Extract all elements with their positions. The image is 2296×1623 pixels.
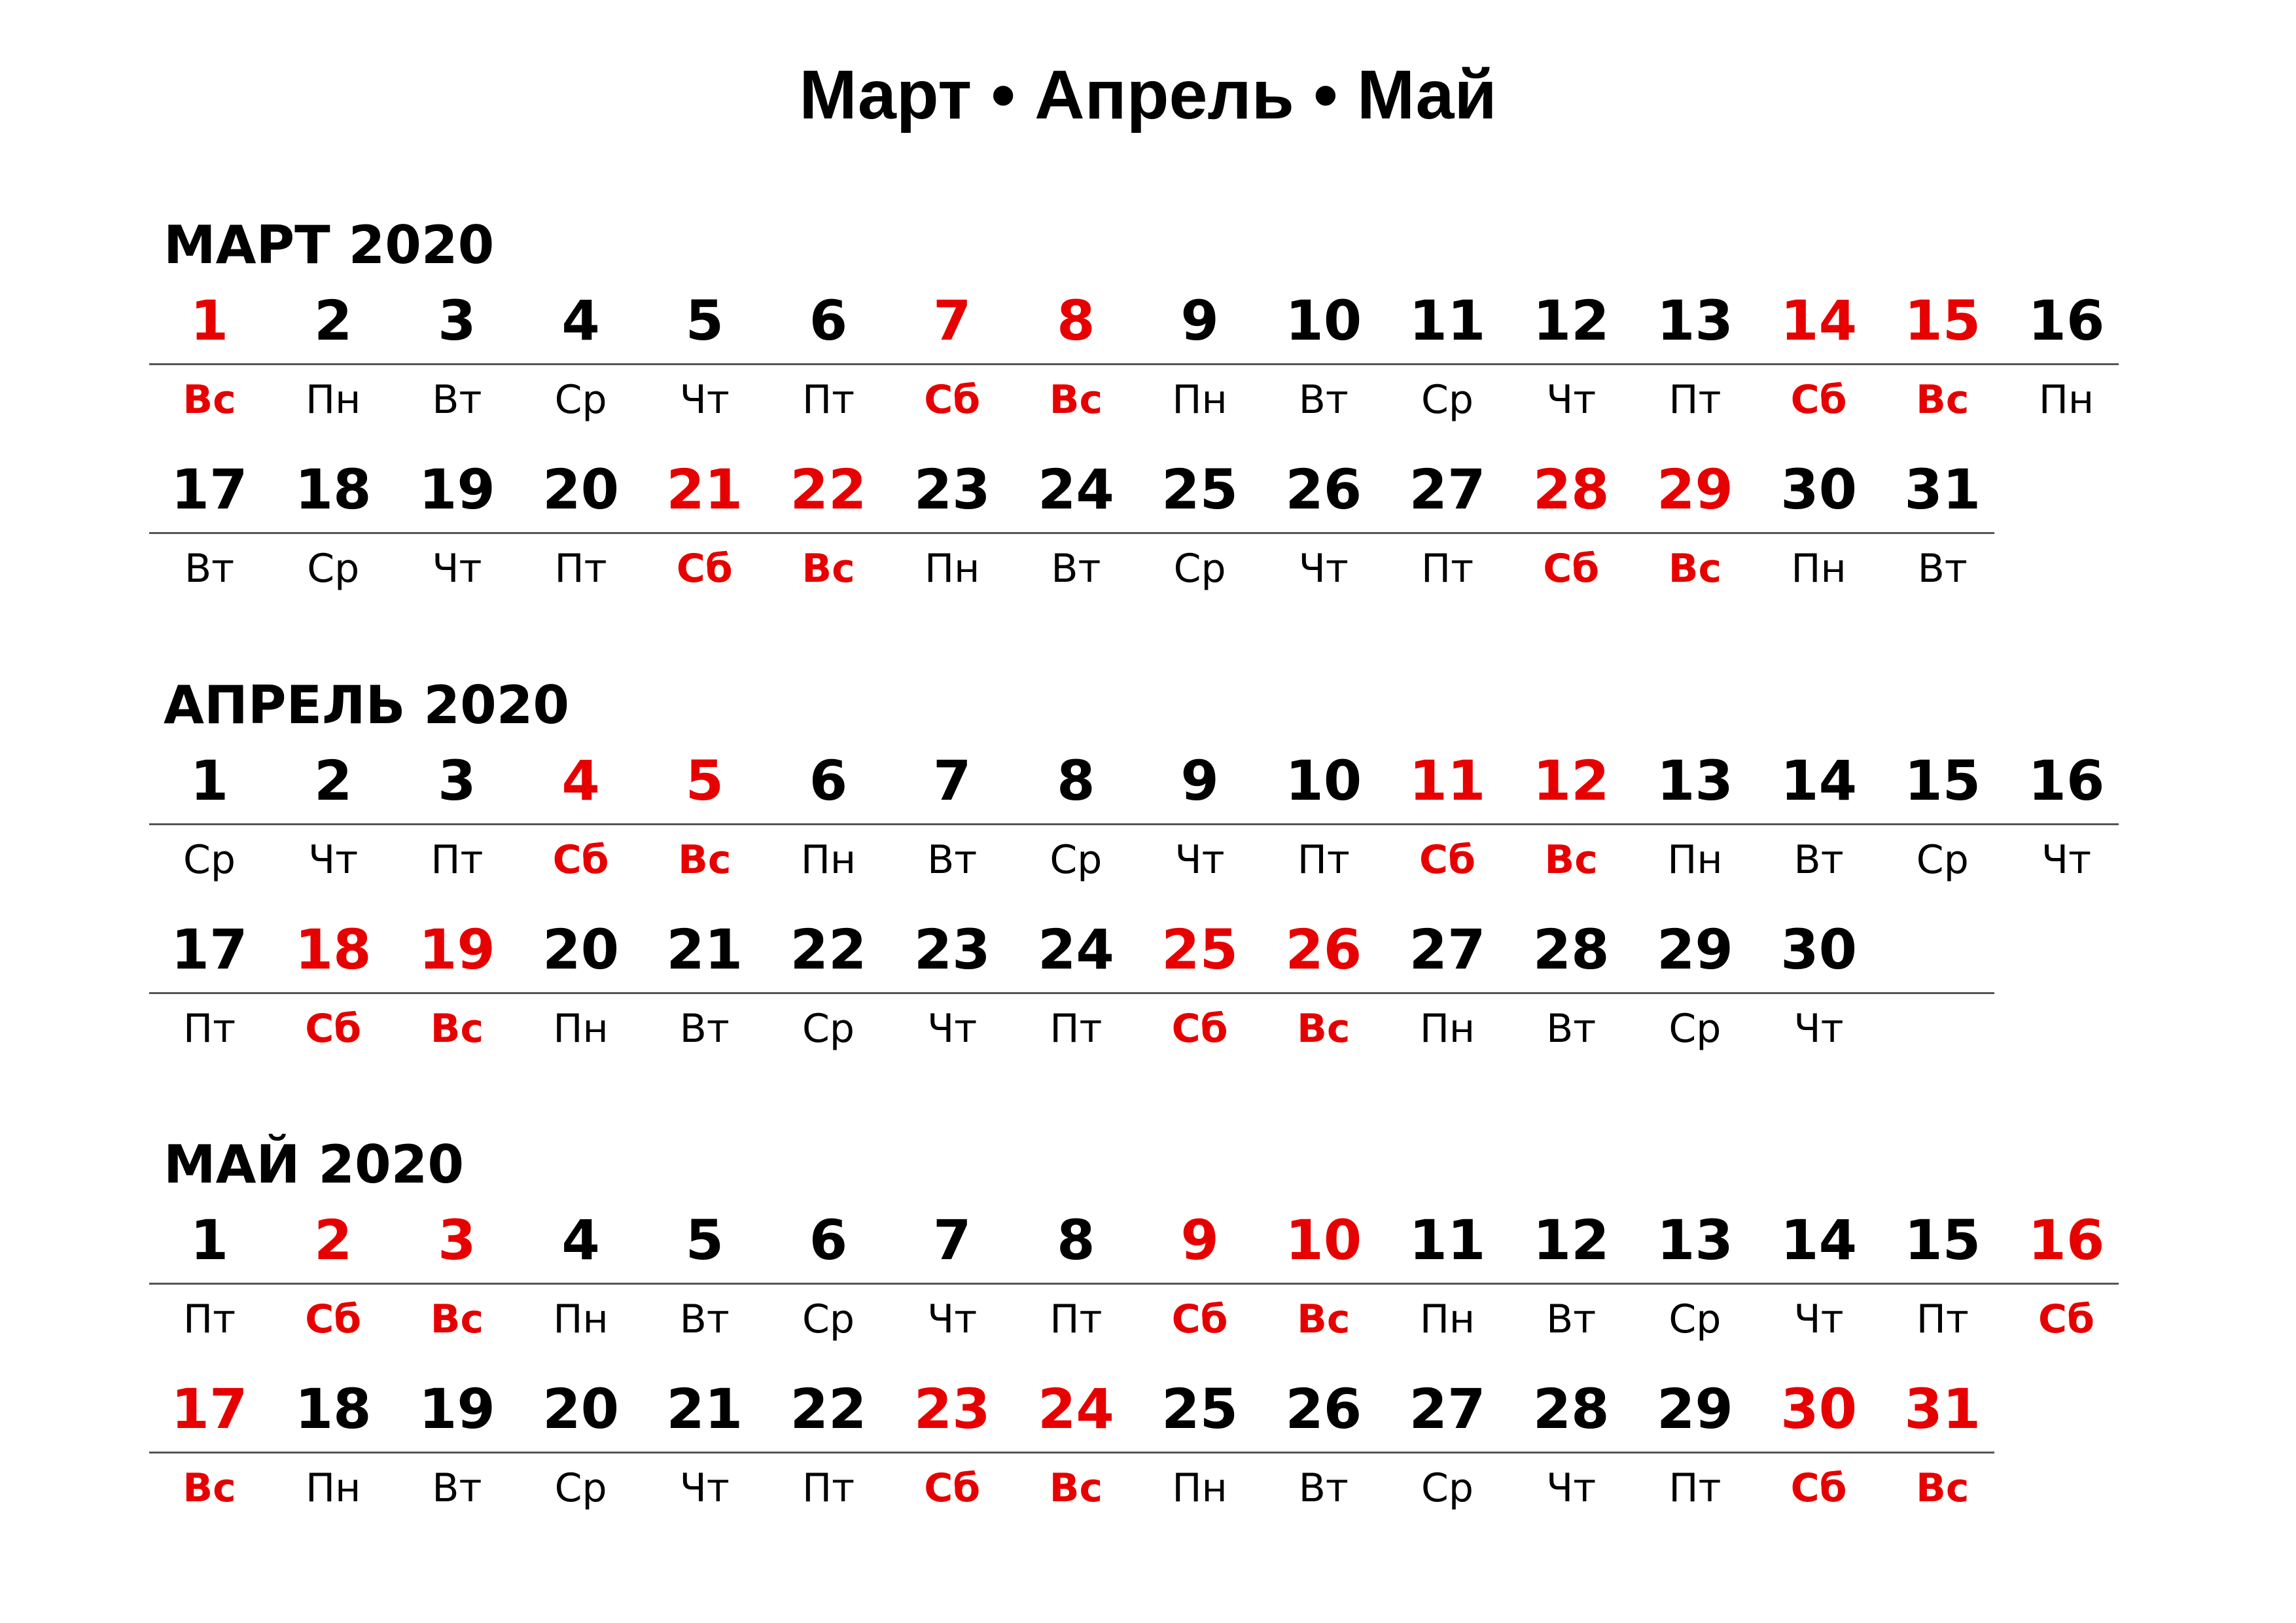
weekday-label: Пт xyxy=(183,1296,236,1342)
day-number: 28 xyxy=(1532,1377,1610,1441)
day-number: 3 xyxy=(438,1208,476,1272)
day-cell xyxy=(519,281,643,438)
day-cell xyxy=(1633,1370,1757,1527)
day-number: 23 xyxy=(913,918,991,982)
weekday-label: Чт xyxy=(1546,1465,1597,1511)
weekday-label: Пт xyxy=(1669,377,1722,423)
weekday-label: Пн xyxy=(1791,546,1846,592)
day-cell xyxy=(1881,1370,2005,1527)
day-cell xyxy=(1757,741,1881,899)
weekday-label: Вс xyxy=(1049,377,1103,423)
day-cell xyxy=(395,450,519,607)
day-cell xyxy=(1138,910,1262,1067)
day-cell xyxy=(1881,741,2005,899)
day-number: 7 xyxy=(932,289,972,353)
day-cell xyxy=(1509,450,1633,607)
day-number: 11 xyxy=(1409,289,1486,353)
day-number: 30 xyxy=(1780,918,1858,982)
weekday-label: Пн xyxy=(306,377,361,423)
day-cell xyxy=(766,910,891,1067)
day-cell xyxy=(147,741,272,899)
day-number: 5 xyxy=(685,1208,724,1272)
weekday-label: Вс xyxy=(430,1006,484,1052)
day-number: 21 xyxy=(666,457,743,522)
day-cell xyxy=(643,1370,767,1527)
day-cell xyxy=(1633,281,1757,438)
day-number: 22 xyxy=(790,1377,867,1441)
weekday-label: Пт xyxy=(1916,1296,1969,1342)
weekday-label: Вс xyxy=(1297,1006,1351,1052)
day-cell xyxy=(271,1201,395,1358)
day-number: 9 xyxy=(1180,1208,1219,1272)
day-number: 2 xyxy=(313,289,353,353)
day-number: 27 xyxy=(1409,918,1486,982)
day-number: 29 xyxy=(1656,1377,1733,1441)
weekday-label: Чт xyxy=(1546,377,1597,423)
day-number: 15 xyxy=(1904,289,1981,353)
weekday-label: Пн xyxy=(1419,1006,1475,1052)
day-cell xyxy=(890,1201,1014,1358)
weekday-label: Пт xyxy=(1421,546,1474,592)
day-cell xyxy=(2004,741,2128,899)
weekday-label: Ср xyxy=(1669,1296,1722,1342)
weekday-label: Ср xyxy=(1421,377,1474,423)
day-cell xyxy=(519,910,643,1067)
day-number: 18 xyxy=(294,457,372,522)
weekday-label: Сб xyxy=(1543,546,1600,592)
weekday-label: Пт xyxy=(1669,1465,1722,1511)
day-number: 10 xyxy=(1285,749,1362,813)
day-cell xyxy=(643,910,767,1067)
weekday-label: Чт xyxy=(432,546,482,592)
day-number: 7 xyxy=(932,1208,972,1272)
day-cell xyxy=(1633,1201,1757,1358)
month-april xyxy=(0,669,2296,1115)
day-cell xyxy=(643,741,767,899)
day-cell xyxy=(643,281,767,438)
day-number: 30 xyxy=(1780,457,1858,522)
day-number: 24 xyxy=(1037,1377,1114,1441)
day-cell xyxy=(1138,1201,1262,1358)
weekday-label: Пт xyxy=(183,1006,236,1052)
day-number: 28 xyxy=(1532,457,1610,522)
day-number: 31 xyxy=(1904,457,1981,522)
day-cell xyxy=(395,281,519,438)
day-cell xyxy=(1757,1370,1881,1527)
day-cell xyxy=(147,1201,272,1358)
weekday-label: Пн xyxy=(306,1465,361,1511)
day-number: 11 xyxy=(1409,1208,1486,1272)
day-cell xyxy=(1757,910,1881,1067)
day-cell xyxy=(395,741,519,899)
day-number: 27 xyxy=(1409,1377,1486,1441)
day-number: 6 xyxy=(809,749,848,813)
weekday-label: Пн xyxy=(1667,837,1723,883)
day-cell xyxy=(643,450,767,607)
weekday-label: Вс xyxy=(1297,1296,1351,1342)
day-cell xyxy=(1385,1201,1510,1358)
day-cell xyxy=(147,281,272,438)
day-cell xyxy=(766,450,891,607)
month-march xyxy=(0,209,2296,654)
day-number: 26 xyxy=(1285,457,1362,522)
day-number: 4 xyxy=(561,289,600,353)
day-number: 12 xyxy=(1532,1208,1610,1272)
day-number: 5 xyxy=(685,749,724,813)
day-number: 22 xyxy=(790,457,867,522)
day-number: 12 xyxy=(1532,289,1610,353)
day-number: 20 xyxy=(542,1377,620,1441)
day-number: 2 xyxy=(313,1208,353,1272)
day-number: 23 xyxy=(913,1377,991,1441)
weekday-label: Чт xyxy=(927,1296,978,1342)
day-cell xyxy=(1881,450,2005,607)
weekday-label: Сб xyxy=(924,1465,981,1511)
weekday-label: Сб xyxy=(1171,1296,1228,1342)
day-cell xyxy=(1014,1201,1138,1358)
day-cell xyxy=(1881,281,2005,438)
day-cell xyxy=(1385,741,1510,899)
day-cell xyxy=(890,281,1014,438)
day-number: 30 xyxy=(1780,1377,1858,1441)
day-number: 10 xyxy=(1285,289,1362,353)
weekday-label: Вс xyxy=(1668,546,1722,592)
day-cell xyxy=(1881,1201,2005,1358)
weekday-label: Пн xyxy=(553,1006,609,1052)
day-number: 8 xyxy=(1057,749,1095,813)
day-number: 7 xyxy=(932,749,972,813)
weekday-label: Пн xyxy=(1172,1465,1227,1511)
weekday-label: Пт xyxy=(1050,1296,1103,1342)
day-cell xyxy=(1138,281,1262,438)
weekday-label: Вт xyxy=(1051,546,1101,592)
weekday-label: Чт xyxy=(1174,837,1225,883)
day-cell xyxy=(395,910,519,1067)
day-number: 13 xyxy=(1656,289,1733,353)
day-cell xyxy=(1262,1201,1386,1358)
day-number: 21 xyxy=(666,918,743,982)
weekday-label: Ср xyxy=(1421,1465,1474,1511)
day-number: 10 xyxy=(1285,1208,1362,1272)
day-cell xyxy=(890,910,1014,1067)
day-number: 25 xyxy=(1161,918,1239,982)
day-number: 27 xyxy=(1409,457,1486,522)
day-number: 6 xyxy=(809,1208,848,1272)
day-number: 13 xyxy=(1656,749,1733,813)
weekday-label: Вс xyxy=(430,1296,484,1342)
day-number: 29 xyxy=(1656,918,1733,982)
day-cell xyxy=(1509,281,1633,438)
day-number: 8 xyxy=(1057,289,1095,353)
weekday-label: Вс xyxy=(183,377,236,423)
day-number: 9 xyxy=(1180,749,1219,813)
weekday-label: Вт xyxy=(1546,1296,1597,1342)
day-cell xyxy=(2004,1201,2128,1358)
day-number: 25 xyxy=(1161,1377,1239,1441)
day-number: 24 xyxy=(1037,918,1114,982)
day-cell xyxy=(1014,450,1138,607)
day-cell xyxy=(519,1370,643,1527)
day-cell xyxy=(271,450,395,607)
day-number: 20 xyxy=(542,457,620,522)
weekday-label: Ср xyxy=(1173,546,1226,592)
day-number: 12 xyxy=(1532,749,1610,813)
day-cell xyxy=(1757,281,1881,438)
weekday-label: Вт xyxy=(679,1006,730,1052)
day-cell xyxy=(519,1201,643,1358)
month-may xyxy=(0,1129,2296,1574)
day-cell xyxy=(1385,910,1510,1067)
day-number: 16 xyxy=(2028,749,2105,813)
day-cell xyxy=(1014,1370,1138,1527)
weekday-label: Пн xyxy=(2038,377,2094,423)
day-number: 19 xyxy=(418,457,495,522)
day-cell xyxy=(271,281,395,438)
day-cell xyxy=(1633,741,1757,899)
weekday-label: Пт xyxy=(802,377,855,423)
page-title: Март • Апрель • Май xyxy=(799,56,1497,134)
weekday-label: Вт xyxy=(1917,546,1968,592)
day-number: 21 xyxy=(666,1377,743,1441)
weekday-label: Пн xyxy=(553,1296,609,1342)
day-cell xyxy=(766,741,891,899)
weekday-label: Вс xyxy=(183,1465,236,1511)
day-cell xyxy=(890,450,1014,607)
weekday-label: Пт xyxy=(1297,837,1350,883)
day-cell xyxy=(271,1370,395,1527)
day-cell xyxy=(1014,281,1138,438)
day-number: 4 xyxy=(561,749,600,813)
day-cell xyxy=(1633,910,1757,1067)
weekday-label: Ср xyxy=(183,837,236,883)
day-cell xyxy=(766,1370,891,1527)
weekday-label: Пн xyxy=(800,837,857,883)
day-number: 6 xyxy=(809,289,848,353)
month-title: МАРТ 2020 xyxy=(164,215,495,276)
day-cell xyxy=(1385,1370,1510,1527)
day-number: 24 xyxy=(1037,457,1114,522)
day-cell xyxy=(147,450,272,607)
day-number: 9 xyxy=(1180,289,1219,353)
day-cell xyxy=(1262,741,1386,899)
weekday-label: Ср xyxy=(1050,837,1103,883)
weekday-label: Пн xyxy=(925,546,980,592)
day-cell xyxy=(271,910,395,1067)
day-number: 31 xyxy=(1904,1377,1981,1441)
day-cell xyxy=(890,741,1014,899)
weekday-label: Вт xyxy=(432,377,482,423)
day-number: 19 xyxy=(418,918,495,982)
day-number: 1 xyxy=(190,1208,229,1272)
weekday-label: Сб xyxy=(305,1006,362,1052)
day-number: 20 xyxy=(542,918,620,982)
weekday-label: Вт xyxy=(1793,837,1844,883)
day-cell xyxy=(271,741,395,899)
weekday-label: Вт xyxy=(184,546,235,592)
weekday-label: Пн xyxy=(1419,1296,1475,1342)
weekday-label: Ср xyxy=(802,1296,855,1342)
weekday-label: Сб xyxy=(1419,837,1475,883)
day-cell xyxy=(1385,281,1510,438)
day-number: 3 xyxy=(438,749,476,813)
day-cell xyxy=(1633,450,1757,607)
weekday-label: Вт xyxy=(432,1465,482,1511)
day-cell xyxy=(1509,910,1633,1067)
weekday-label: Ср xyxy=(554,377,607,423)
day-number: 17 xyxy=(171,1377,248,1441)
day-cell xyxy=(1262,910,1386,1067)
day-cell xyxy=(1509,1201,1633,1358)
day-cell xyxy=(147,910,272,1067)
weekday-label: Пт xyxy=(1050,1006,1103,1052)
day-cell xyxy=(1385,450,1510,607)
weekday-label: Ср xyxy=(1916,837,1969,883)
weekday-label: Ср xyxy=(802,1006,855,1052)
day-number: 28 xyxy=(1532,918,1610,982)
weekday-label: Чт xyxy=(2041,837,2092,883)
day-number: 17 xyxy=(171,457,248,522)
day-cell xyxy=(1262,281,1386,438)
day-number: 14 xyxy=(1780,289,1858,353)
weekday-label: Сб xyxy=(305,1296,362,1342)
day-cell xyxy=(147,1370,272,1527)
day-cell xyxy=(519,741,643,899)
weekday-label: Сб xyxy=(1790,377,1847,423)
day-number: 23 xyxy=(913,457,991,522)
day-number: 19 xyxy=(418,1377,495,1441)
weekday-label: Пт xyxy=(431,837,484,883)
day-cell xyxy=(519,450,643,607)
weekday-label: Чт xyxy=(927,1006,978,1052)
weekday-label: Вс xyxy=(1916,377,1969,423)
day-number: 26 xyxy=(1285,918,1362,982)
day-cell xyxy=(643,1201,767,1358)
day-number: 18 xyxy=(294,1377,372,1441)
weekday-label: Пт xyxy=(802,1465,855,1511)
day-cell xyxy=(1262,1370,1386,1527)
day-cell xyxy=(1014,910,1138,1067)
day-cell xyxy=(395,1370,519,1527)
day-number: 16 xyxy=(2028,1208,2105,1272)
day-cell xyxy=(1509,741,1633,899)
day-cell xyxy=(1757,450,1881,607)
weekday-label: Чт xyxy=(1793,1006,1844,1052)
day-number: 25 xyxy=(1161,457,1239,522)
day-number: 11 xyxy=(1409,749,1486,813)
weekday-label: Вт xyxy=(1546,1006,1597,1052)
weekday-label: Вт xyxy=(679,1296,730,1342)
day-number: 22 xyxy=(790,918,867,982)
day-cell xyxy=(1014,741,1138,899)
day-cell xyxy=(1262,450,1386,607)
weekday-label: Сб xyxy=(1790,1465,1847,1511)
weekday-label: Ср xyxy=(554,1465,607,1511)
month-title: АПРЕЛЬ 2020 xyxy=(164,675,570,736)
day-cell xyxy=(395,1201,519,1358)
weekday-label: Чт xyxy=(1298,546,1349,592)
day-cell xyxy=(1138,1370,1262,1527)
weekday-label: Чт xyxy=(308,837,359,883)
weekday-label: Сб xyxy=(924,377,981,423)
weekday-label: Ср xyxy=(1669,1006,1722,1052)
day-cell xyxy=(1509,1370,1633,1527)
day-cell xyxy=(1757,1201,1881,1358)
weekday-label: Вс xyxy=(1544,837,1598,883)
day-number: 15 xyxy=(1904,1208,1981,1272)
weekday-label: Пт xyxy=(554,546,607,592)
day-number: 4 xyxy=(561,1208,600,1272)
weekday-label: Вт xyxy=(927,837,978,883)
weekday-label: Сб xyxy=(676,546,733,592)
day-cell xyxy=(766,281,891,438)
day-number: 17 xyxy=(171,918,248,982)
weekday-label: Чт xyxy=(679,1465,730,1511)
weekday-label: Вс xyxy=(802,546,855,592)
day-number: 1 xyxy=(190,749,229,813)
day-cell xyxy=(1138,450,1262,607)
weekday-label: Чт xyxy=(1793,1296,1844,1342)
weekday-label: Вс xyxy=(678,837,732,883)
day-number: 3 xyxy=(438,289,476,353)
weekday-label: Пн xyxy=(1172,377,1227,423)
day-cell xyxy=(890,1370,1014,1527)
day-number: 14 xyxy=(1780,1208,1858,1272)
weekday-label: Ср xyxy=(307,546,360,592)
day-number: 5 xyxy=(685,289,724,353)
month-title: МАЙ 2020 xyxy=(164,1134,464,1195)
day-number: 13 xyxy=(1656,1208,1733,1272)
day-number: 26 xyxy=(1285,1377,1362,1441)
weekday-label: Сб xyxy=(1171,1006,1228,1052)
weekday-label: Вс xyxy=(1916,1465,1969,1511)
day-number: 1 xyxy=(190,289,229,353)
day-number: 16 xyxy=(2028,289,2105,353)
day-cell xyxy=(766,1201,891,1358)
day-number: 29 xyxy=(1656,457,1733,522)
day-number: 8 xyxy=(1057,1208,1095,1272)
day-number: 2 xyxy=(313,749,353,813)
day-number: 15 xyxy=(1904,749,1981,813)
day-cell xyxy=(1138,741,1262,899)
day-cell xyxy=(2004,281,2128,438)
day-number: 14 xyxy=(1780,749,1858,813)
weekday-label: Чт xyxy=(679,377,730,423)
weekday-label: Вт xyxy=(1298,1465,1349,1511)
weekday-label: Сб xyxy=(2038,1296,2094,1342)
day-number: 18 xyxy=(294,918,372,982)
weekday-label: Сб xyxy=(552,837,609,883)
weekday-label: Вс xyxy=(1049,1465,1103,1511)
weekday-label: Вт xyxy=(1298,377,1349,423)
